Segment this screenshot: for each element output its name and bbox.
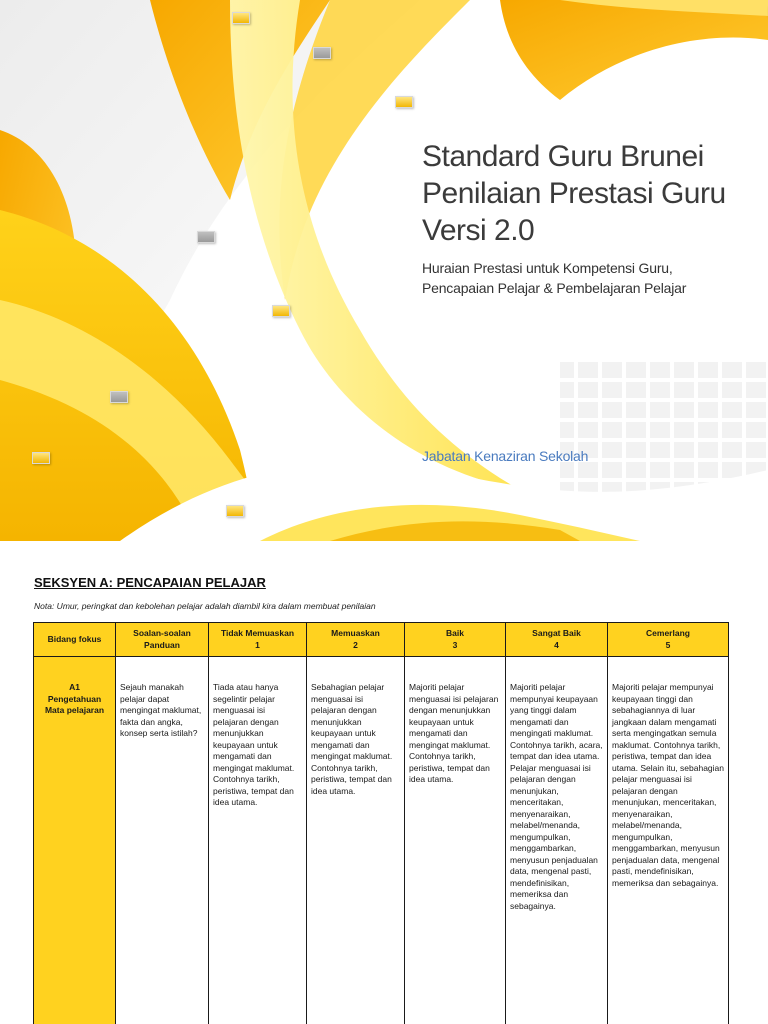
level-number: 2 (353, 639, 358, 650)
level-label: Baik (446, 628, 464, 638)
level-number: 3 (452, 639, 458, 650)
level-1-descriptor: Tiada atau hanya segelintir pelajar menguasai isi pelajaran dengan menunjukkan keupayaan untuk mengamati dan mengingat maklumat. Contohnya tarikh, peristiwa, tempat dan idea utama. (209, 657, 307, 1024)
decorative-square (232, 12, 250, 24)
section-heading: SEKSYEN A: PENCAPAIAN PELAJAR (34, 575, 266, 590)
title-line: Standard Guru Brunei (422, 140, 704, 173)
header-level-1 (209, 623, 307, 657)
header-level-2 (307, 623, 405, 657)
header-label: Soalan-soalan (133, 628, 191, 638)
header-label: Panduan (144, 639, 180, 650)
section-note: Nota: Umur, peringkat dan kebolehan pelajar adalah diambil kira dalam membuat penilaian (34, 601, 376, 611)
focus-label: Pengetahuan (47, 693, 102, 704)
level-number: 1 (255, 639, 260, 650)
focus-code: A1 (69, 682, 80, 692)
decorative-square (226, 505, 244, 517)
level-5-descriptor: Majoriti pelajar mempunyai keupayaan tinggi dan sebahagiannya di luar jangkaan dalam mengamati serta mengingatkan semula maklumat. Contohnya tarikh, peristiwa, tempat dan idea utama. Selain itu, sebahagian pelajar menguasai isi pelajaran dengan menunjukan, menceritakan, menyenaraikan, melabel/menanda, mengumpulkan, menggambarkan, menyusun penjadualan data, mengenal pasti, mendefinisikan, memeriksa dan sebagainya. (608, 657, 729, 1024)
organization-name: Jabatan Kenaziran Sekolah (422, 448, 589, 464)
level-number: 4 (554, 639, 559, 650)
header-guide-questions (116, 623, 209, 657)
header-focus-area: Bidang fokus (34, 623, 116, 657)
level-label: Cemerlang (646, 628, 690, 638)
guide-question-cell: Sejauh manakah pelajar dapat mengingat maklumat, fakta dan angka, konsep serta istilah? (116, 657, 209, 1024)
decorative-square (110, 391, 128, 403)
level-2-descriptor: Sebahagian pelajar menguasai isi pelajaran dengan menunjukkan keupayaan untuk mengamati dan mengingat maklumat. Contohnya tarikh, peristiwa, tempat dan idea utama. (307, 657, 405, 1024)
focus-area-cell (34, 657, 116, 1024)
decorative-square (197, 231, 215, 243)
level-number: 5 (665, 639, 671, 650)
level-label: Tidak Memuaskan (220, 628, 295, 638)
focus-label: Mata pelajaran (44, 705, 105, 715)
title-line: Penilaian Prestasi Guru (422, 177, 726, 210)
decorative-square (32, 452, 50, 464)
level-3-descriptor: Majoriti pelajar menguasai isi pelajaran dengan menunjukkan keupayaan untuk mengamati dan mengingat maklumat. Contohnya tarikh, peristiwa, tempat dan idea utama. (405, 657, 506, 1024)
level-label: Sangat Baik (532, 628, 581, 638)
table-header-row (34, 623, 729, 657)
table-row (34, 657, 729, 1024)
document-subtitle (422, 258, 762, 298)
decorative-square (272, 305, 290, 317)
header-level-3 (405, 623, 506, 657)
rubric-table (33, 622, 729, 1024)
level-label: Memuaskan (331, 628, 380, 638)
title-line: Versi 2.0 (422, 214, 535, 247)
header-level-4 (506, 623, 608, 657)
level-4-descriptor: Majoriti pelajar mempunyai keupayaan yang tinggi dalam mengamati dan mengingati maklumat. Contohnya tarikh, acara, tempat dan idea utama. Pelajar menguasai isi pelajaran dengan menunjukan, menceritakan, menyenaraikan, melabel/menanda, mengumpulkan, menggambarkan, menyusun penjadualan data, mengenal pasti, mendefinisikan, memeriksa dan sebagainya. (506, 657, 608, 1024)
subtitle-line: Pencapaian Pelajar & Pembelajaran Pelajar (422, 280, 687, 296)
subtitle-line: Huraian Prestasi untuk Kompetensi Guru, (422, 260, 673, 276)
header-level-5 (608, 623, 729, 657)
decorative-square (395, 96, 413, 108)
decorative-square (313, 47, 331, 59)
document-title (422, 138, 762, 249)
